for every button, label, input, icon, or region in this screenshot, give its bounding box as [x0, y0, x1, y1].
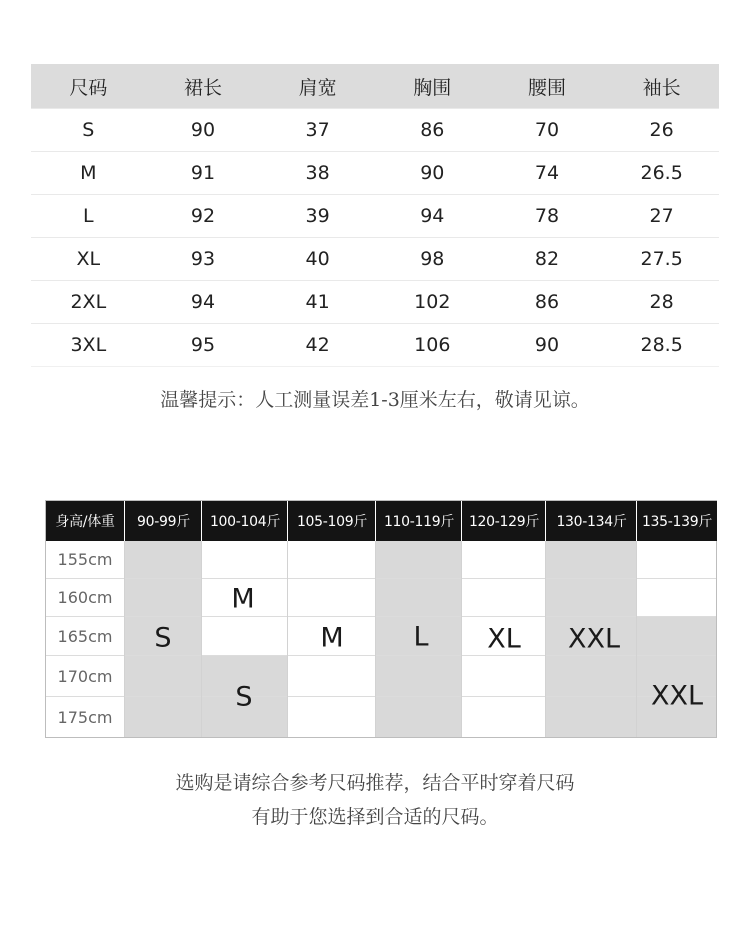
cell-size: XL — [31, 238, 146, 281]
cell-waist: 86 — [490, 281, 605, 324]
grid-line — [636, 541, 637, 737]
cell-shoulder-width: 42 — [260, 324, 375, 367]
cell-sleeve-length: 26 — [604, 109, 719, 152]
table-row — [31, 281, 719, 324]
header-weight-110-119: 110-119斤 — [375, 501, 462, 541]
cell-skirt-length: 90 — [146, 109, 261, 152]
header-height-weight: 身高/体重 — [46, 501, 124, 541]
cell-bust: 94 — [375, 195, 490, 238]
size-label-l: L — [413, 621, 429, 653]
cell-shoulder-width: 40 — [260, 238, 375, 281]
table-row — [31, 324, 719, 367]
header-weight-135-139: 135-139斤 — [636, 501, 717, 541]
size-chart-header-row — [31, 64, 719, 109]
cell-waist: 70 — [490, 109, 605, 152]
table-row — [31, 238, 719, 281]
cell-waist: 90 — [490, 324, 605, 367]
header-shoulder-width: 肩宽 — [260, 64, 375, 109]
cell-bust: 86 — [375, 109, 490, 152]
cell-size: 3XL — [31, 324, 146, 367]
grid-line — [46, 696, 716, 697]
size-label-m-upper: M — [231, 583, 255, 615]
table-row — [31, 195, 719, 238]
cell-sleeve-length: 28.5 — [604, 324, 719, 367]
cell-waist: 82 — [490, 238, 605, 281]
header-size: 尺码 — [31, 64, 146, 109]
size-label-xl: XL — [487, 623, 521, 655]
grid-line — [46, 616, 716, 617]
grid-line — [375, 541, 376, 737]
cell-waist: 78 — [490, 195, 605, 238]
cell-bust: 102 — [375, 281, 490, 324]
cell-shoulder-width: 39 — [260, 195, 375, 238]
cell-size: L — [31, 195, 146, 238]
size-label-s-lower: S — [235, 681, 253, 713]
cell-shoulder-width: 41 — [260, 281, 375, 324]
cell-size: M — [31, 152, 146, 195]
recommendation-note-line1: 选购是请综合参考尺码推荐，结合平时穿着尺码 — [175, 772, 575, 794]
grid-line — [201, 541, 202, 737]
height-160: 160cm — [57, 588, 113, 607]
grid-line — [287, 541, 288, 737]
cell-bust: 90 — [375, 152, 490, 195]
cell-skirt-length: 91 — [146, 152, 261, 195]
table-row — [31, 152, 719, 195]
header-waist: 腰围 — [490, 64, 605, 109]
cell-sleeve-length: 28 — [604, 281, 719, 324]
cell-skirt-length: 92 — [146, 195, 261, 238]
grid-line — [46, 578, 716, 579]
cell-shoulder-width: 37 — [260, 109, 375, 152]
height-170: 170cm — [57, 666, 113, 686]
height-175: 175cm — [57, 707, 113, 727]
measurement-tip: 温馨提示：人工测量误差1-3厘米左右，敬请见谅。 — [160, 389, 590, 411]
size-label-s: S — [154, 622, 172, 654]
cell-bust: 98 — [375, 238, 490, 281]
header-bust: 胸围 — [375, 64, 490, 109]
cell-sleeve-length: 26.5 — [604, 152, 719, 195]
cell-skirt-length: 94 — [146, 281, 261, 324]
size-label-xxl-right: XXL — [650, 680, 704, 712]
header-weight-130-134: 130-134斤 — [545, 501, 637, 541]
cell-size: 2XL — [31, 281, 146, 324]
cell-sleeve-length: 27.5 — [604, 238, 719, 281]
grid-line — [461, 541, 462, 737]
header-weight-90-99: 90-99斤 — [124, 501, 202, 541]
size-recommendation-grid — [45, 500, 717, 738]
grid-line — [545, 541, 546, 737]
cell-bust: 106 — [375, 324, 490, 367]
height-155: 155cm — [57, 550, 113, 569]
cell-skirt-length: 93 — [146, 238, 261, 281]
range-xxl-right-highlight — [636, 616, 716, 737]
header-weight-120-129: 120-129斤 — [461, 501, 546, 541]
grid-line — [46, 655, 716, 656]
size-chart-table — [31, 64, 719, 367]
cell-shoulder-width: 38 — [260, 152, 375, 195]
header-skirt-length: 裙长 — [146, 64, 261, 109]
cell-waist: 74 — [490, 152, 605, 195]
cell-skirt-length: 95 — [146, 324, 261, 367]
header-sleeve-length: 袖长 — [604, 64, 719, 109]
grid-line — [124, 541, 125, 737]
table-row — [31, 109, 719, 152]
header-weight-105-109: 105-109斤 — [287, 501, 376, 541]
header-weight-100-104: 100-104斤 — [201, 501, 288, 541]
recommendation-note-line2: 有助于您选择到合适的尺码。 — [251, 806, 499, 828]
height-165: 165cm — [57, 626, 113, 646]
cell-sleeve-length: 27 — [604, 195, 719, 238]
size-label-xxl: XXL — [567, 623, 621, 655]
size-label-m: M — [320, 622, 344, 654]
cell-size: S — [31, 109, 146, 152]
